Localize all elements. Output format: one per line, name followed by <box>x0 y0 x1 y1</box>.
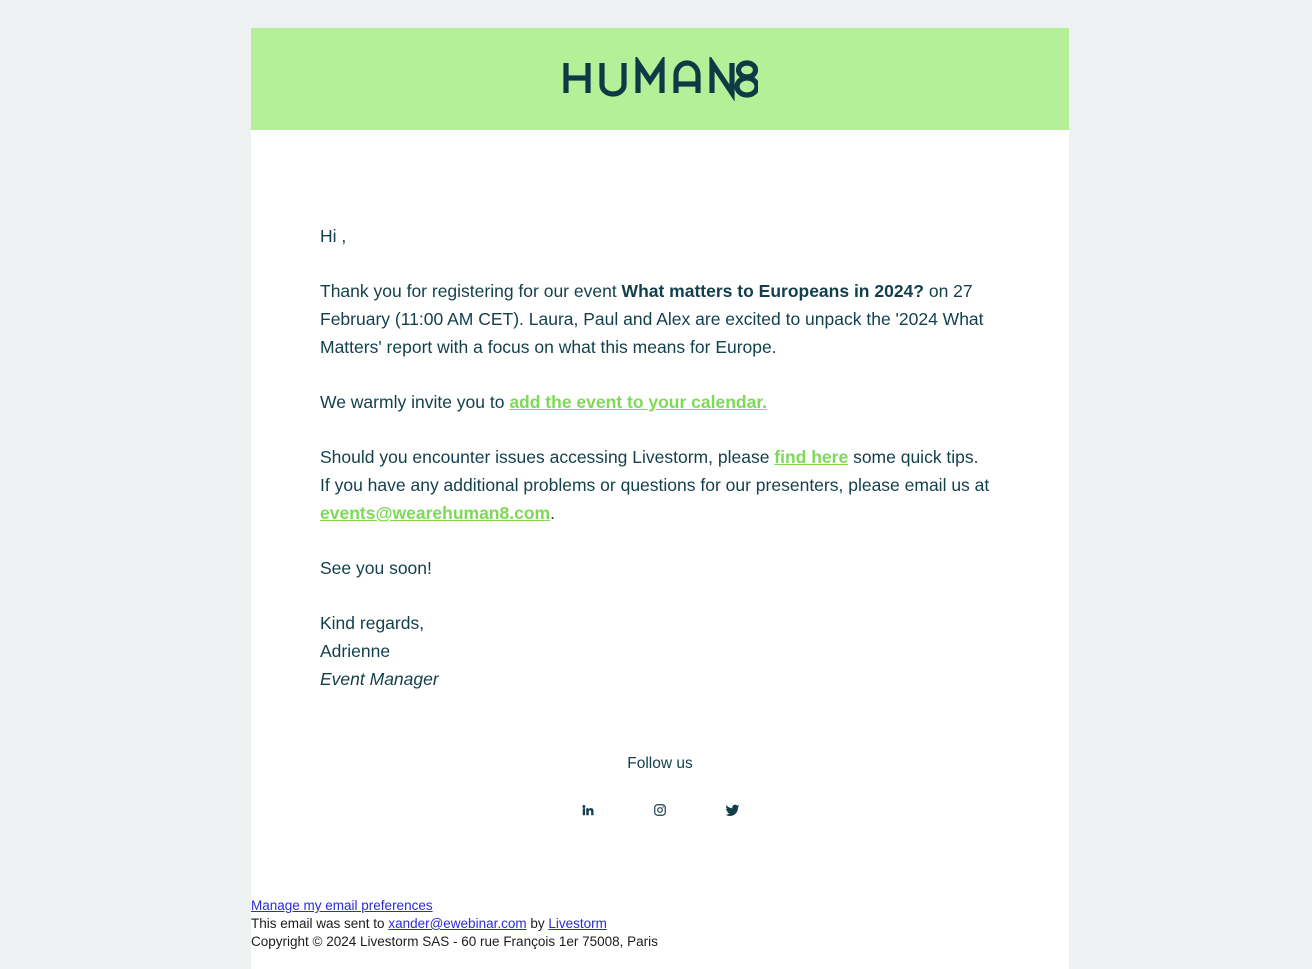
support-paragraph <box>320 443 990 527</box>
sender-name: Adrienne <box>320 641 391 661</box>
intro-post: on 27 February (11:00 AM CET). Laura, Paul and Alex are excited to unpack the '2024 What Matters' report with a focus on what this means for Europe. <box>320 281 984 357</box>
footer-copyright: Copyright © 2024 Livestorm SAS - 60 rue François 1er 75008, Paris <box>251 933 658 949</box>
livestorm-link[interactable]: Livestorm <box>548 915 607 931</box>
sender-role: Event Manager <box>320 669 439 689</box>
signature-block <box>320 609 1000 693</box>
recipient-email-link[interactable]: xander@ewebinar.com <box>388 915 527 931</box>
footer-preferences-row <box>251 897 1069 915</box>
event-title: What matters to Europeans in 2024? <box>621 281 924 301</box>
footer-recipient-row <box>251 915 1069 933</box>
instagram-icon[interactable] <box>651 801 669 819</box>
human8-logo <box>562 57 758 101</box>
intro-paragraph <box>320 277 990 361</box>
support-post: . <box>550 503 555 523</box>
twitter-icon[interactable] <box>723 801 741 819</box>
find-here-link[interactable]: find here <box>774 447 849 467</box>
support-mid: some quick tips. If you have any additional problems or questions for our presenters, please email us at <box>320 447 990 495</box>
email-footer <box>251 869 1069 969</box>
follow-us-section <box>320 693 1000 859</box>
intro-pre: Thank you for registering for our event <box>320 281 622 301</box>
footer-text <box>251 897 1069 951</box>
linkedin-icon[interactable] <box>579 801 597 819</box>
calendar-paragraph <box>320 388 990 416</box>
closing-text: See you soon! <box>320 558 432 578</box>
calendar-pre: We warmly invite you to <box>320 392 510 412</box>
email-container <box>251 28 1069 969</box>
by-text: by <box>526 915 549 931</box>
manage-preferences-link[interactable]: Manage my email preferences <box>251 898 433 913</box>
support-pre: Should you encounter issues accessing Livestorm, please <box>320 447 775 467</box>
social-links <box>320 801 1000 859</box>
sent-to-prefix: This email was sent to <box>251 915 389 931</box>
signoff-text: Kind regards, <box>320 613 425 633</box>
follow-us-title: Follow us <box>627 755 693 772</box>
email-header <box>251 28 1069 130</box>
support-email-link[interactable]: events@wearehuman8.com <box>320 503 551 523</box>
email-body <box>251 130 1069 859</box>
add-to-calendar-link[interactable]: add the event to your calendar. <box>509 392 768 412</box>
greeting-text: Hi , <box>320 226 347 246</box>
